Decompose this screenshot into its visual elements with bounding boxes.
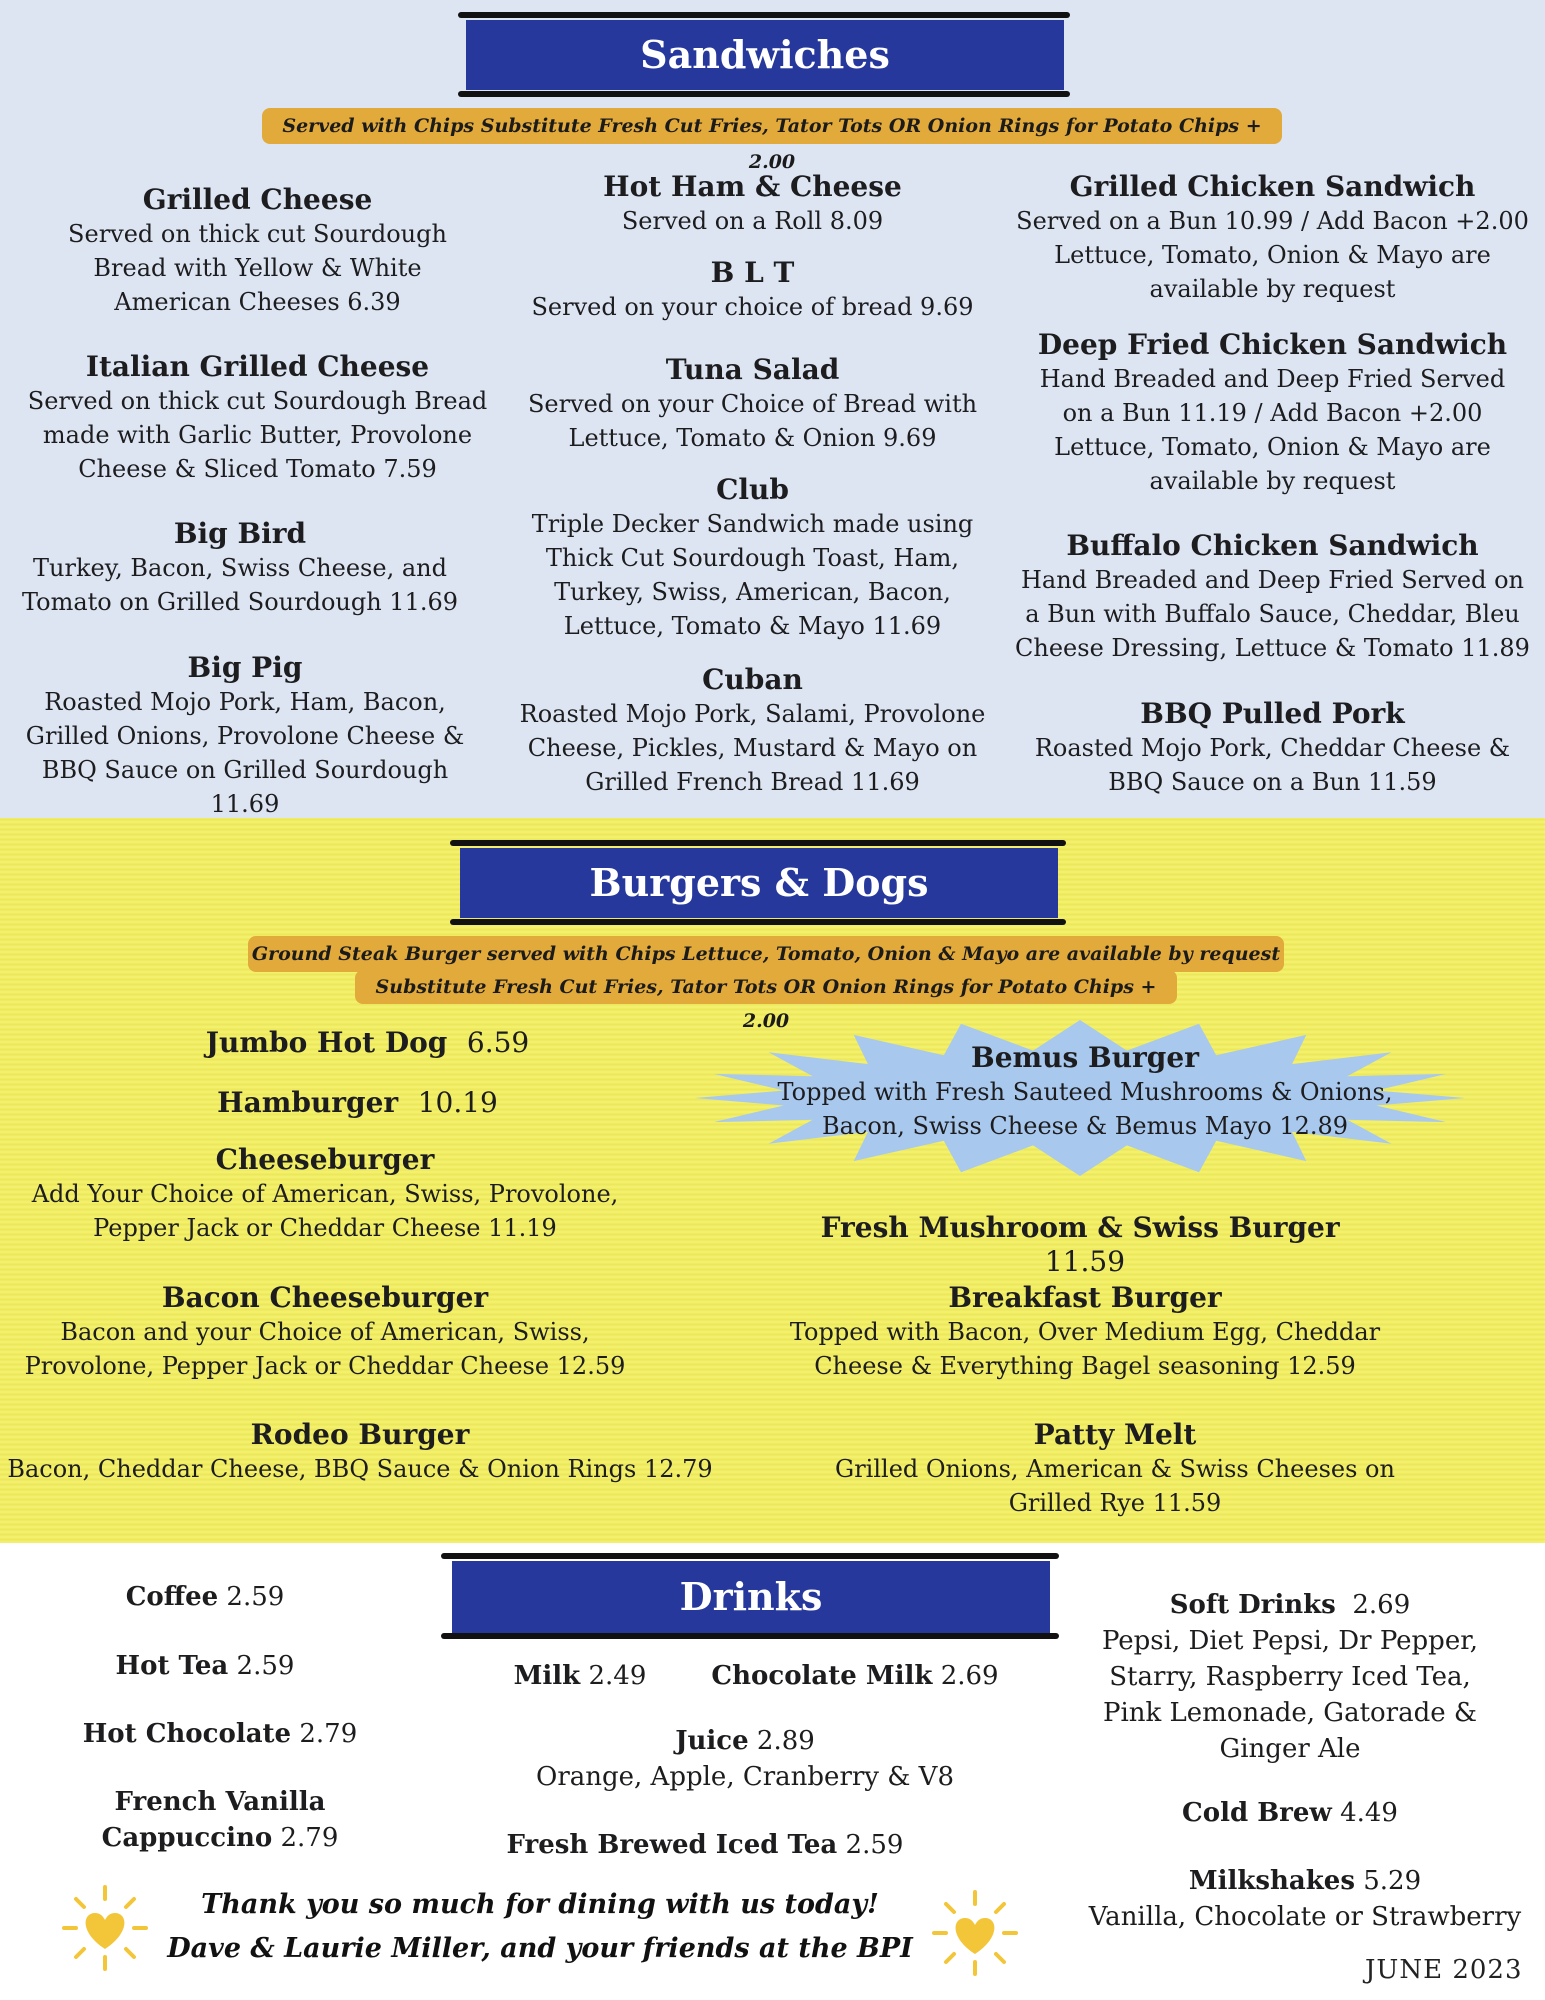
item-desc: BBQ Sauce on a Bun 11.59: [1108, 768, 1437, 796]
item-desc: made with Garlic Butter, Provolone: [42, 421, 473, 449]
item-desc: American Cheeses 6.39: [114, 288, 401, 316]
item-desc: Topped with Fresh Sauteed Mushrooms & Onions,: [777, 1078, 1393, 1106]
item-desc: Tomato on Grilled Sourdough 11.69: [21, 588, 459, 616]
menu-item-italian-grilled-cheese: [5, 350, 510, 486]
item-desc: Thick Cut Sourdough Toast, Ham,: [545, 544, 960, 572]
menu-item-bemus-burger: [740, 1041, 1430, 1143]
drink-coffee: [60, 1579, 350, 1615]
drink-price: 5.29: [1363, 1866, 1422, 1896]
item-desc: Served on a Roll 8.09: [621, 207, 884, 235]
item-name: Cuban: [702, 663, 803, 696]
menu-item-club: [510, 473, 995, 643]
section-title-sandwiches: Sandwiches: [466, 20, 1064, 90]
item-name: BBQ Pulled Pork: [1140, 697, 1405, 730]
item-desc: Grilled Rye 11.59: [1008, 1489, 1222, 1517]
sandwiches-section: [0, 0, 1545, 818]
menu-item-deep-fried-chicken: [1000, 328, 1545, 498]
menu-date: JUNE 2023: [1365, 1955, 1523, 1985]
drink-desc: Starry, Raspberry Iced Tea,: [1109, 1662, 1471, 1692]
item-desc: Turkey, Swiss, American, Bacon,: [554, 578, 951, 606]
drink-soft-drinks: [1080, 1587, 1500, 1767]
item-name: Breakfast Burger: [948, 1281, 1222, 1314]
item-desc: available by request: [1149, 467, 1396, 495]
heart-sun-icon: [60, 1883, 150, 1973]
menu-item-breakfast-burger: [770, 1281, 1400, 1383]
drink-hot-tea: [60, 1648, 350, 1684]
drinks-section: [0, 1543, 1545, 2000]
item-name: Grilled Cheese: [142, 183, 373, 216]
drink-hot-chocolate: [60, 1716, 380, 1752]
item-desc: BBQ Sauce on Grilled Sourdough 11.69: [41, 756, 449, 818]
item-desc: a Bun with Buffalo Sauce, Cheddar, Bleu: [1025, 600, 1520, 628]
item-name: Patty Melt: [1033, 1418, 1197, 1451]
drink-price: 2.49: [588, 1661, 647, 1691]
item-name: Grilled Chicken Sandwich: [1069, 170, 1476, 203]
drink-milkshakes: [1070, 1863, 1540, 1935]
item-desc: Provolone, Pepper Jack or Cheddar Cheese 12.59: [24, 1352, 626, 1380]
drink-name: Cold Brew: [1182, 1798, 1332, 1828]
item-name: B L T: [710, 256, 795, 289]
menu-item-big-bird: [5, 517, 475, 619]
item-desc: Lettuce, Tomato & Onion 9.69: [568, 424, 937, 452]
drink-name: Juice: [675, 1726, 749, 1756]
banner-bottom-bar: [441, 1633, 1059, 1639]
burgers-note-line1: Ground Steak Burger served with Chips Lettuce, Tomato, Onion & Mayo are available by request: [248, 936, 1284, 972]
item-desc: Topped with Bacon, Over Medium Egg, Cheddar: [789, 1318, 1381, 1346]
menu-item-bbq-pulled-pork: [1005, 697, 1540, 799]
drink-name: Soft Drinks: [1169, 1590, 1336, 1620]
item-desc: Bacon, Swiss Cheese & Bemus Mayo 12.89: [821, 1112, 1349, 1140]
drink-price: 2.89: [756, 1726, 815, 1756]
item-name: Italian Grilled Cheese: [85, 350, 430, 383]
item-name: Buffalo Chicken Sandwich: [1066, 529, 1479, 562]
section-title-drinks: Drinks: [452, 1561, 1050, 1633]
menu-item-grilled-chicken: [1005, 170, 1540, 306]
item-name: Bemus Burger: [971, 1041, 1199, 1074]
drink-name: Fresh Brewed Iced Tea: [506, 1830, 838, 1860]
drink-desc: Pink Lemonade, Gatorade &: [1102, 1698, 1478, 1728]
banner-bottom-bar: [450, 919, 1066, 925]
item-desc: Bread with Yellow & White: [93, 254, 422, 282]
drink-chocolate-milk: [690, 1658, 1020, 1694]
banner-top-bar: [441, 1553, 1059, 1559]
item-desc: Served on your choice of bread 9.69: [531, 293, 974, 321]
item-desc: Lettuce, Tomato, Onion & Mayo are: [1054, 433, 1491, 461]
drink-name: Coffee: [125, 1582, 219, 1612]
item-desc: available by request: [1149, 275, 1396, 303]
item-name: Cheeseburger: [215, 1143, 435, 1176]
menu-item-bacon-cheeseburger: [0, 1281, 650, 1383]
item-desc: Triple Decker Sandwich made using: [531, 510, 974, 538]
banner-bottom-bar: [458, 91, 1070, 97]
menu-item-cheeseburger: [0, 1143, 650, 1245]
item-name: Club: [716, 473, 789, 506]
drink-name: Hot Tea: [115, 1651, 229, 1681]
item-price: 10.19: [417, 1086, 498, 1119]
drink-desc: Orange, Apple, Cranberry & V8: [536, 1762, 954, 1792]
menu-item-big-pig: [5, 651, 485, 821]
drink-price: 2.69: [1352, 1590, 1411, 1620]
item-name: Big Bird: [173, 517, 307, 550]
drink-price: 2.59: [226, 1582, 285, 1612]
drink-price: 4.49: [1340, 1798, 1398, 1828]
drink-desc: Ginger Ale: [1219, 1734, 1361, 1764]
menu-item-blt: [510, 256, 995, 324]
item-desc: Lettuce, Tomato & Mayo 11.69: [563, 612, 942, 640]
thank-you-line: Thank you so much for dining with us today!: [201, 1889, 879, 1920]
drink-desc: Pepsi, Diet Pepsi, Dr Pepper,: [1101, 1626, 1479, 1656]
menu-item-hamburger: [0, 1086, 715, 1120]
menu-item-tuna-salad: [510, 353, 995, 455]
drink-price: 2.79: [280, 1823, 339, 1853]
item-desc: Turkey, Bacon, Swiss Cheese, and: [33, 554, 447, 582]
item-desc: Grilled French Bread 11.69: [585, 768, 920, 796]
item-desc: Lettuce, Tomato, Onion & Mayo are: [1054, 241, 1491, 269]
item-desc: Cheese, Pickles, Mustard & Mayo on: [527, 734, 978, 762]
item-desc: Roasted Mojo Pork, Salami, Provolone: [519, 700, 986, 728]
item-desc: Bacon, Cheddar Cheese, BBQ Sauce & Onion Rings 12.79: [7, 1455, 713, 1483]
item-name: Jumbo Hot Dog: [205, 1026, 448, 1059]
burgers-section: [0, 818, 1545, 1543]
item-desc: Served on your Choice of Bread with: [527, 390, 978, 418]
menu-item-buffalo-chicken: [1005, 529, 1540, 665]
drink-price: 2.59: [236, 1651, 295, 1681]
item-desc: Served on thick cut Sourdough Bread: [27, 387, 488, 415]
heart-sun-icon: [930, 1888, 1020, 1978]
item-name: Hamburger: [217, 1086, 399, 1119]
item-desc: Roasted Mojo Pork, Cheddar Cheese &: [1034, 734, 1511, 762]
menu-item-jumbo-hot-dog: [0, 1026, 735, 1060]
signature-line: Dave & Laurie Miller, and your friends at the BPI: [167, 1933, 913, 1964]
drink-name: Milkshakes: [1188, 1866, 1355, 1896]
item-desc: Hand Breaded and Deep Fried Served on: [1020, 566, 1525, 594]
drink-name: Milk: [513, 1661, 581, 1691]
item-name: Big Pig: [187, 651, 303, 684]
item-name: Hot Ham & Cheese: [603, 170, 902, 203]
drink-cold-brew: [1080, 1795, 1500, 1831]
item-desc: Served on a Bun 10.99 / Add Bacon +2.00: [1016, 207, 1529, 235]
menu-item-hot-ham-cheese: [510, 170, 995, 238]
item-desc: Grilled Onions, American & Swiss Cheeses on: [835, 1455, 1395, 1483]
menu-item-cuban: [510, 663, 995, 799]
menu-item-patty-melt: [800, 1418, 1430, 1520]
item-name: Bacon Cheeseburger: [161, 1281, 489, 1314]
menu-item-rodeo-burger: [0, 1418, 720, 1486]
drink-price: 2.79: [299, 1719, 358, 1749]
section-title-burgers: Burgers & Dogs: [460, 848, 1058, 918]
item-name: Deep Fried Chicken Sandwich: [1037, 328, 1508, 361]
item-name: Tuna Salad: [665, 353, 840, 386]
item-desc: Cheese Dressing, Lettuce & Tomato 11.89: [1015, 634, 1530, 662]
banner-top-bar: [450, 840, 1066, 846]
drink-milk: [480, 1658, 680, 1694]
burgers-note-line2: Substitute Fresh Cut Fries, Tator Tots OR Onion Rings for Potato Chips + 2.00: [355, 970, 1177, 1004]
drink-name: Hot Chocolate: [82, 1719, 292, 1749]
drink-name: French Vanilla: [114, 1787, 326, 1817]
item-name: Fresh Mushroom & Swiss Burger: [820, 1211, 1340, 1244]
drink-iced-tea: [470, 1827, 940, 1863]
item-price: 11.59: [1044, 1245, 1126, 1278]
drink-cappuccino: [60, 1784, 380, 1856]
item-desc: Hand Breaded and Deep Fried Served: [1039, 365, 1506, 393]
item-desc: Bacon and your Choice of American, Swiss,: [60, 1318, 590, 1346]
menu-item-grilled-cheese: [5, 183, 510, 319]
item-desc: Cheese & Sliced Tomato 7.59: [78, 455, 437, 483]
menu-item-mushroom-swiss: [780, 1211, 1390, 1279]
item-price: 6.59: [466, 1026, 530, 1059]
drink-juice: [470, 1723, 1020, 1795]
item-desc: Cheese & Everything Bagel seasoning 12.59: [814, 1352, 1356, 1380]
drink-name: Chocolate Milk: [711, 1661, 933, 1691]
thank-you-message: [150, 1883, 930, 1971]
item-desc: Add Your Choice of American, Swiss, Provolone,: [31, 1180, 619, 1208]
item-desc: Pepper Jack or Cheddar Cheese 11.19: [93, 1214, 557, 1242]
item-desc: Grilled Onions, Provolone Cheese &: [25, 722, 465, 750]
item-desc: Roasted Mojo Pork, Ham, Bacon,: [44, 688, 446, 716]
drink-name: Cappuccino: [101, 1823, 273, 1853]
banner-top-bar: [458, 12, 1070, 18]
drink-price: 2.69: [940, 1661, 999, 1691]
item-desc: Served on thick cut Sourdough: [68, 220, 447, 248]
item-name: Rodeo Burger: [250, 1418, 470, 1451]
drink-desc: Vanilla, Chocolate or Strawberry: [1088, 1902, 1522, 1932]
sandwiches-note: Served with Chips Substitute Fresh Cut Fries, Tator Tots OR Onion Rings for Potato Chips + 2.00: [262, 108, 1282, 144]
item-desc: on a Bun 11.19 / Add Bacon +2.00: [1062, 399, 1483, 427]
drink-price: 2.59: [845, 1830, 904, 1860]
